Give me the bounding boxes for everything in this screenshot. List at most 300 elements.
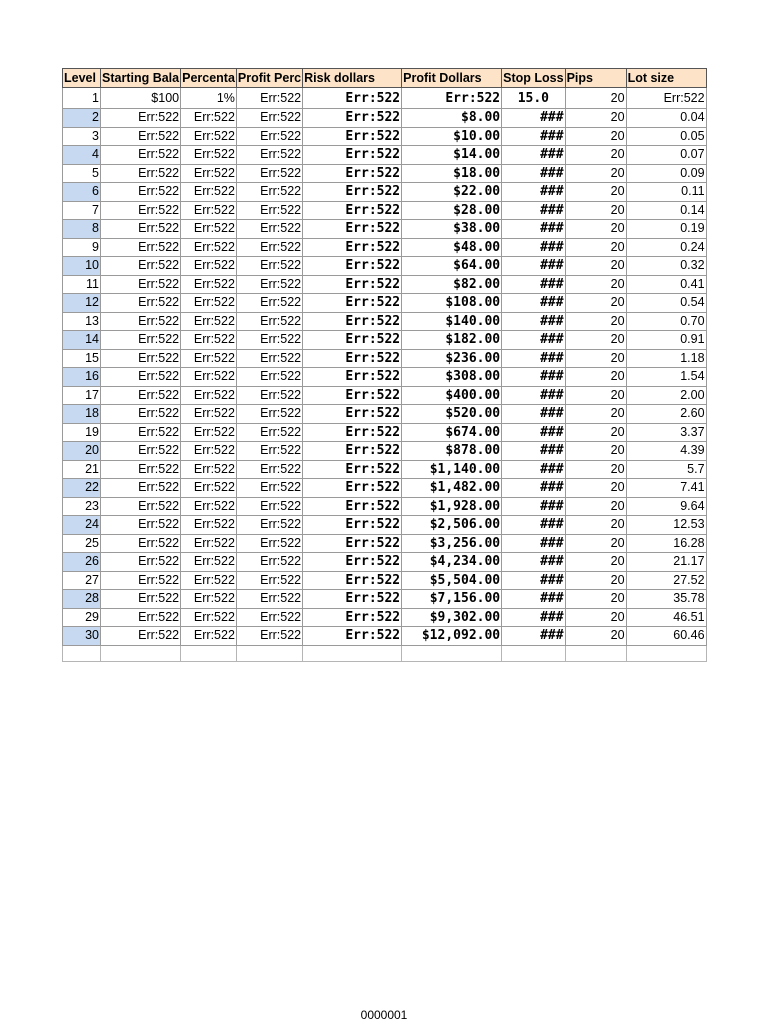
- cell-starting-balance[interactable]: Err:522: [101, 183, 181, 202]
- cell-pips[interactable]: 20: [565, 590, 626, 609]
- cell-profit-dollars[interactable]: $108.00: [402, 294, 502, 313]
- cell-profit-dollars[interactable]: $2,506.00: [402, 516, 502, 535]
- cell-level[interactable]: 6: [63, 183, 101, 202]
- cell-profit-dollars[interactable]: $140.00: [402, 312, 502, 331]
- cell-percentage[interactable]: Err:522: [181, 183, 237, 202]
- header-lot-size[interactable]: Lot size: [626, 69, 706, 88]
- cell-profit-percent[interactable]: Err:522: [236, 238, 302, 257]
- cell-lot-size[interactable]: 0.91: [626, 331, 706, 350]
- cell-lot-size[interactable]: 2.60: [626, 405, 706, 424]
- cell-pips[interactable]: 20: [565, 516, 626, 535]
- cell-profit-percent[interactable]: Err:522: [236, 275, 302, 294]
- cell-risk-dollars[interactable]: Err:522: [303, 368, 402, 387]
- cell-lot-size[interactable]: 16.28: [626, 534, 706, 553]
- cell-profit-dollars[interactable]: $3,256.00: [402, 534, 502, 553]
- cell-stop-loss[interactable]: ###: [502, 534, 565, 553]
- cell-percentage[interactable]: Err:522: [181, 294, 237, 313]
- cell-percentage[interactable]: Err:522: [181, 627, 237, 646]
- cell-pips[interactable]: 20: [565, 553, 626, 572]
- cell-level[interactable]: 24: [63, 516, 101, 535]
- cell-level[interactable]: 19: [63, 423, 101, 442]
- cell-profit-dollars[interactable]: $82.00: [402, 275, 502, 294]
- cell-level[interactable]: 23: [63, 497, 101, 516]
- cell-pips[interactable]: 20: [565, 331, 626, 350]
- cell-stop-loss[interactable]: ###: [502, 183, 565, 202]
- header-profit-percent[interactable]: Profit Perc: [236, 69, 302, 88]
- empty-cell[interactable]: [626, 645, 706, 661]
- cell-lot-size[interactable]: 46.51: [626, 608, 706, 627]
- cell-starting-balance[interactable]: Err:522: [101, 312, 181, 331]
- cell-pips[interactable]: 20: [565, 238, 626, 257]
- cell-lot-size[interactable]: 1.54: [626, 368, 706, 387]
- cell-lot-size[interactable]: 5.7: [626, 460, 706, 479]
- cell-level[interactable]: 27: [63, 571, 101, 590]
- cell-level[interactable]: 11: [63, 275, 101, 294]
- cell-starting-balance[interactable]: Err:522: [101, 349, 181, 368]
- cell-percentage[interactable]: Err:522: [181, 201, 237, 220]
- cell-starting-balance[interactable]: Err:522: [101, 479, 181, 498]
- cell-level[interactable]: 3: [63, 127, 101, 146]
- cell-level[interactable]: 13: [63, 312, 101, 331]
- cell-percentage[interactable]: Err:522: [181, 516, 237, 535]
- cell-percentage[interactable]: Err:522: [181, 275, 237, 294]
- cell-lot-size[interactable]: 35.78: [626, 590, 706, 609]
- cell-profit-percent[interactable]: Err:522: [236, 405, 302, 424]
- cell-percentage[interactable]: Err:522: [181, 460, 237, 479]
- cell-lot-size[interactable]: 12.53: [626, 516, 706, 535]
- cell-starting-balance[interactable]: Err:522: [101, 405, 181, 424]
- cell-profit-dollars[interactable]: $5,504.00: [402, 571, 502, 590]
- cell-pips[interactable]: 20: [565, 571, 626, 590]
- cell-starting-balance[interactable]: Err:522: [101, 201, 181, 220]
- cell-starting-balance[interactable]: Err:522: [101, 423, 181, 442]
- cell-starting-balance[interactable]: Err:522: [101, 368, 181, 387]
- table-row: [63, 534, 707, 553]
- cell-stop-loss[interactable]: ###: [502, 220, 565, 239]
- cell-risk-dollars[interactable]: Err:522: [303, 627, 402, 646]
- cell-percentage[interactable]: Err:522: [181, 590, 237, 609]
- cell-starting-balance[interactable]: Err:522: [101, 220, 181, 239]
- table-row: [63, 479, 707, 498]
- cell-stop-loss[interactable]: ###: [502, 553, 565, 572]
- cell-profit-percent[interactable]: Err:522: [236, 516, 302, 535]
- cell-starting-balance[interactable]: Err:522: [101, 516, 181, 535]
- cell-profit-dollars[interactable]: $7,156.00: [402, 590, 502, 609]
- cell-level[interactable]: 1: [63, 88, 101, 109]
- cell-risk-dollars[interactable]: Err:522: [303, 405, 402, 424]
- cell-lot-size[interactable]: 0.04: [626, 109, 706, 128]
- cell-risk-dollars[interactable]: Err:522: [303, 201, 402, 220]
- cell-stop-loss[interactable]: ###: [502, 349, 565, 368]
- cell-level[interactable]: 25: [63, 534, 101, 553]
- cell-lot-size[interactable]: 1.18: [626, 349, 706, 368]
- cell-profit-dollars[interactable]: $400.00: [402, 386, 502, 405]
- cell-percentage[interactable]: Err:522: [181, 109, 237, 128]
- table-row: [63, 146, 707, 165]
- cell-pips[interactable]: 20: [565, 127, 626, 146]
- cell-level[interactable]: 12: [63, 294, 101, 313]
- cell-profit-dollars[interactable]: $12,092.00: [402, 627, 502, 646]
- cell-profit-dollars[interactable]: $674.00: [402, 423, 502, 442]
- cell-pips[interactable]: 20: [565, 312, 626, 331]
- cell-stop-loss[interactable]: ###: [502, 460, 565, 479]
- cell-stop-loss[interactable]: ###: [502, 146, 565, 165]
- cell-lot-size[interactable]: 0.09: [626, 164, 706, 183]
- cell-starting-balance[interactable]: Err:522: [101, 109, 181, 128]
- cell-risk-dollars[interactable]: Err:522: [303, 608, 402, 627]
- empty-cell[interactable]: [101, 645, 181, 661]
- cell-stop-loss[interactable]: ###: [502, 127, 565, 146]
- table-body: [63, 88, 707, 662]
- cell-starting-balance[interactable]: $100: [101, 88, 181, 109]
- cell-profit-dollars[interactable]: $14.00: [402, 146, 502, 165]
- cell-starting-balance[interactable]: Err:522: [101, 146, 181, 165]
- cell-lot-size[interactable]: 0.11: [626, 183, 706, 202]
- cell-pips[interactable]: 20: [565, 608, 626, 627]
- cell-lot-size[interactable]: 21.17: [626, 553, 706, 572]
- cell-percentage[interactable]: Err:522: [181, 349, 237, 368]
- cell-profit-dollars[interactable]: Err:522: [402, 88, 502, 109]
- header-row: [63, 69, 707, 88]
- cell-percentage[interactable]: Err:522: [181, 442, 237, 461]
- cell-starting-balance[interactable]: Err:522: [101, 386, 181, 405]
- cell-risk-dollars[interactable]: Err:522: [303, 294, 402, 313]
- cell-profit-percent[interactable]: Err:522: [236, 312, 302, 331]
- cell-risk-dollars[interactable]: Err:522: [303, 590, 402, 609]
- cell-starting-balance[interactable]: Err:522: [101, 497, 181, 516]
- cell-level[interactable]: 9: [63, 238, 101, 257]
- cell-pips[interactable]: 20: [565, 442, 626, 461]
- header-risk-dollars[interactable]: Risk dollars: [303, 69, 402, 88]
- cell-risk-dollars[interactable]: Err:522: [303, 442, 402, 461]
- cell-risk-dollars[interactable]: Err:522: [303, 553, 402, 572]
- cell-percentage[interactable]: Err:522: [181, 497, 237, 516]
- table-row: [63, 627, 707, 646]
- header-starting-balance[interactable]: Starting Bala: [101, 69, 181, 88]
- cell-stop-loss[interactable]: 15.0: [502, 88, 565, 109]
- cell-starting-balance[interactable]: Err:522: [101, 534, 181, 553]
- cell-pips[interactable]: 20: [565, 405, 626, 424]
- cell-level[interactable]: 26: [63, 553, 101, 572]
- cell-profit-percent[interactable]: Err:522: [236, 590, 302, 609]
- cell-profit-dollars[interactable]: $9,302.00: [402, 608, 502, 627]
- cell-risk-dollars[interactable]: Err:522: [303, 534, 402, 553]
- empty-cell[interactable]: [236, 645, 302, 661]
- cell-pips[interactable]: 20: [565, 534, 626, 553]
- cell-lot-size[interactable]: 0.41: [626, 275, 706, 294]
- cell-pips[interactable]: 20: [565, 497, 626, 516]
- cell-risk-dollars[interactable]: Err:522: [303, 164, 402, 183]
- cell-percentage[interactable]: Err:522: [181, 405, 237, 424]
- cell-profit-percent[interactable]: Err:522: [236, 127, 302, 146]
- cell-profit-dollars[interactable]: $38.00: [402, 220, 502, 239]
- cell-pips[interactable]: 20: [565, 294, 626, 313]
- cell-pips[interactable]: 20: [565, 479, 626, 498]
- table-row: [63, 386, 707, 405]
- header-profit-dollars[interactable]: Profit Dollars: [402, 69, 502, 88]
- header-percentage[interactable]: Percenta: [181, 69, 237, 88]
- cell-starting-balance[interactable]: Err:522: [101, 164, 181, 183]
- cell-lot-size[interactable]: 60.46: [626, 627, 706, 646]
- cell-percentage[interactable]: Err:522: [181, 368, 237, 387]
- cell-starting-balance[interactable]: Err:522: [101, 571, 181, 590]
- cell-profit-percent[interactable]: Err:522: [236, 497, 302, 516]
- cell-lot-size[interactable]: 0.32: [626, 257, 706, 276]
- cell-level[interactable]: 29: [63, 608, 101, 627]
- cell-level[interactable]: 16: [63, 368, 101, 387]
- cell-percentage[interactable]: 1%: [181, 88, 237, 109]
- cell-lot-size[interactable]: 0.24: [626, 238, 706, 257]
- cell-percentage[interactable]: Err:522: [181, 553, 237, 572]
- cell-profit-dollars[interactable]: $182.00: [402, 331, 502, 350]
- cell-profit-dollars[interactable]: $22.00: [402, 183, 502, 202]
- table-row: [63, 423, 707, 442]
- cell-percentage[interactable]: Err:522: [181, 571, 237, 590]
- cell-stop-loss[interactable]: ###: [502, 627, 565, 646]
- cell-profit-percent[interactable]: Err:522: [236, 109, 302, 128]
- cell-risk-dollars[interactable]: Err:522: [303, 88, 402, 109]
- cell-profit-percent[interactable]: Err:522: [236, 220, 302, 239]
- cell-starting-balance[interactable]: Err:522: [101, 127, 181, 146]
- cell-lot-size[interactable]: 0.70: [626, 312, 706, 331]
- cell-profit-dollars[interactable]: $308.00: [402, 368, 502, 387]
- cell-starting-balance[interactable]: Err:522: [101, 294, 181, 313]
- cell-level[interactable]: 22: [63, 479, 101, 498]
- cell-risk-dollars[interactable]: Err:522: [303, 109, 402, 128]
- cell-risk-dollars[interactable]: Err:522: [303, 257, 402, 276]
- cell-pips[interactable]: 20: [565, 275, 626, 294]
- cell-profit-dollars[interactable]: $1,482.00: [402, 479, 502, 498]
- cell-level[interactable]: 7: [63, 201, 101, 220]
- cell-starting-balance[interactable]: Err:522: [101, 442, 181, 461]
- cell-stop-loss[interactable]: ###: [502, 368, 565, 387]
- cell-profit-dollars[interactable]: $10.00: [402, 127, 502, 146]
- cell-profit-dollars[interactable]: $1,928.00: [402, 497, 502, 516]
- cell-lot-size[interactable]: 0.07: [626, 146, 706, 165]
- cell-profit-percent[interactable]: Err:522: [236, 294, 302, 313]
- cell-risk-dollars[interactable]: Err:522: [303, 146, 402, 165]
- cell-percentage[interactable]: Err:522: [181, 127, 237, 146]
- cell-profit-percent[interactable]: Err:522: [236, 349, 302, 368]
- cell-profit-percent[interactable]: Err:522: [236, 460, 302, 479]
- cell-pips[interactable]: 20: [565, 627, 626, 646]
- cell-percentage[interactable]: Err:522: [181, 257, 237, 276]
- table-row: [63, 164, 707, 183]
- cell-profit-percent[interactable]: Err:522: [236, 442, 302, 461]
- cell-level[interactable]: 21: [63, 460, 101, 479]
- cell-profit-dollars[interactable]: $1,140.00: [402, 460, 502, 479]
- cell-starting-balance[interactable]: Err:522: [101, 590, 181, 609]
- cell-profit-dollars[interactable]: $878.00: [402, 442, 502, 461]
- cell-pips[interactable]: 20: [565, 423, 626, 442]
- cell-level[interactable]: 20: [63, 442, 101, 461]
- cell-percentage[interactable]: Err:522: [181, 331, 237, 350]
- header-level[interactable]: Level: [63, 69, 101, 88]
- cell-stop-loss[interactable]: ###: [502, 608, 565, 627]
- cell-profit-dollars[interactable]: $28.00: [402, 201, 502, 220]
- cell-profit-percent[interactable]: Err:522: [236, 368, 302, 387]
- cell-pips[interactable]: 20: [565, 88, 626, 109]
- cell-risk-dollars[interactable]: Err:522: [303, 349, 402, 368]
- empty-cell[interactable]: [63, 645, 101, 661]
- cell-risk-dollars[interactable]: Err:522: [303, 386, 402, 405]
- empty-cell[interactable]: [402, 645, 502, 661]
- cell-risk-dollars[interactable]: Err:522: [303, 571, 402, 590]
- cell-level[interactable]: 8: [63, 220, 101, 239]
- empty-cell[interactable]: [181, 645, 237, 661]
- cell-percentage[interactable]: Err:522: [181, 146, 237, 165]
- cell-risk-dollars[interactable]: Err:522: [303, 312, 402, 331]
- cell-lot-size[interactable]: Err:522: [626, 88, 706, 109]
- cell-profit-percent[interactable]: Err:522: [236, 386, 302, 405]
- cell-percentage[interactable]: Err:522: [181, 312, 237, 331]
- cell-profit-percent[interactable]: Err:522: [236, 479, 302, 498]
- cell-lot-size[interactable]: 9.64: [626, 497, 706, 516]
- cell-risk-dollars[interactable]: Err:522: [303, 479, 402, 498]
- cell-stop-loss[interactable]: ###: [502, 257, 565, 276]
- cell-pips[interactable]: 20: [565, 460, 626, 479]
- cell-stop-loss[interactable]: ###: [502, 442, 565, 461]
- header-stop-loss[interactable]: Stop Loss: [502, 69, 565, 88]
- cell-profit-percent[interactable]: Err:522: [236, 423, 302, 442]
- cell-stop-loss[interactable]: ###: [502, 386, 565, 405]
- cell-stop-loss[interactable]: ###: [502, 590, 565, 609]
- cell-starting-balance[interactable]: Err:522: [101, 627, 181, 646]
- cell-risk-dollars[interactable]: Err:522: [303, 220, 402, 239]
- cell-percentage[interactable]: Err:522: [181, 423, 237, 442]
- cell-starting-balance[interactable]: Err:522: [101, 238, 181, 257]
- cell-stop-loss[interactable]: ###: [502, 497, 565, 516]
- cell-risk-dollars[interactable]: Err:522: [303, 460, 402, 479]
- cell-level[interactable]: 14: [63, 331, 101, 350]
- cell-level[interactable]: 30: [63, 627, 101, 646]
- cell-lot-size[interactable]: 7.41: [626, 479, 706, 498]
- cell-stop-loss[interactable]: ###: [502, 312, 565, 331]
- cell-profit-percent[interactable]: Err:522: [236, 534, 302, 553]
- cell-profit-percent[interactable]: Err:522: [236, 571, 302, 590]
- cell-percentage[interactable]: Err:522: [181, 164, 237, 183]
- cell-profit-percent[interactable]: Err:522: [236, 627, 302, 646]
- cell-stop-loss[interactable]: ###: [502, 405, 565, 424]
- cell-pips[interactable]: 20: [565, 201, 626, 220]
- cell-starting-balance[interactable]: Err:522: [101, 553, 181, 572]
- cell-level[interactable]: 17: [63, 386, 101, 405]
- cell-level[interactable]: 28: [63, 590, 101, 609]
- empty-cell[interactable]: [565, 645, 626, 661]
- cell-risk-dollars[interactable]: Err:522: [303, 275, 402, 294]
- cell-profit-percent[interactable]: Err:522: [236, 183, 302, 202]
- table-row: [63, 220, 707, 239]
- cell-pips[interactable]: 20: [565, 183, 626, 202]
- cell-profit-dollars[interactable]: $520.00: [402, 405, 502, 424]
- cell-stop-loss[interactable]: ###: [502, 331, 565, 350]
- cell-level[interactable]: 2: [63, 109, 101, 128]
- cell-profit-percent[interactable]: Err:522: [236, 257, 302, 276]
- cell-profit-dollars[interactable]: $236.00: [402, 349, 502, 368]
- cell-percentage[interactable]: Err:522: [181, 479, 237, 498]
- cell-profit-percent[interactable]: Err:522: [236, 331, 302, 350]
- cell-risk-dollars[interactable]: Err:522: [303, 238, 402, 257]
- cell-percentage[interactable]: Err:522: [181, 608, 237, 627]
- cell-lot-size[interactable]: 3.37: [626, 423, 706, 442]
- cell-starting-balance[interactable]: Err:522: [101, 608, 181, 627]
- cell-stop-loss[interactable]: ###: [502, 571, 565, 590]
- cell-pips[interactable]: 20: [565, 220, 626, 239]
- cell-risk-dollars[interactable]: Err:522: [303, 331, 402, 350]
- cell-pips[interactable]: 20: [565, 349, 626, 368]
- cell-starting-balance[interactable]: Err:522: [101, 331, 181, 350]
- cell-lot-size[interactable]: 4.39: [626, 442, 706, 461]
- cell-pips[interactable]: 20: [565, 368, 626, 387]
- cell-profit-percent[interactable]: Err:522: [236, 88, 302, 109]
- cell-risk-dollars[interactable]: Err:522: [303, 127, 402, 146]
- table-row: [63, 257, 707, 276]
- cell-profit-percent[interactable]: Err:522: [236, 201, 302, 220]
- empty-cell[interactable]: [303, 645, 402, 661]
- cell-risk-dollars[interactable]: Err:522: [303, 516, 402, 535]
- cell-pips[interactable]: 20: [565, 386, 626, 405]
- cell-lot-size[interactable]: 0.05: [626, 127, 706, 146]
- cell-starting-balance[interactable]: Err:522: [101, 257, 181, 276]
- table-row: [63, 571, 707, 590]
- cell-percentage[interactable]: Err:522: [181, 534, 237, 553]
- cell-lot-size[interactable]: 0.54: [626, 294, 706, 313]
- cell-stop-loss[interactable]: ###: [502, 516, 565, 535]
- cell-lot-size[interactable]: 0.19: [626, 220, 706, 239]
- empty-cell[interactable]: [502, 645, 565, 661]
- cell-lot-size[interactable]: 27.52: [626, 571, 706, 590]
- cell-level[interactable]: 18: [63, 405, 101, 424]
- cell-level[interactable]: 10: [63, 257, 101, 276]
- cell-percentage[interactable]: Err:522: [181, 220, 237, 239]
- cell-stop-loss[interactable]: ###: [502, 201, 565, 220]
- cell-lot-size[interactable]: 0.14: [626, 201, 706, 220]
- cell-stop-loss[interactable]: ###: [502, 238, 565, 257]
- cell-profit-dollars[interactable]: $4,234.00: [402, 553, 502, 572]
- cell-profit-percent[interactable]: Err:522: [236, 164, 302, 183]
- cell-stop-loss[interactable]: ###: [502, 294, 565, 313]
- cell-stop-loss[interactable]: ###: [502, 275, 565, 294]
- cell-profit-dollars[interactable]: $18.00: [402, 164, 502, 183]
- cell-risk-dollars[interactable]: Err:522: [303, 497, 402, 516]
- header-pips[interactable]: Pips: [565, 69, 626, 88]
- cell-stop-loss[interactable]: ###: [502, 109, 565, 128]
- cell-risk-dollars[interactable]: Err:522: [303, 423, 402, 442]
- cell-profit-percent[interactable]: Err:522: [236, 553, 302, 572]
- cell-pips[interactable]: 20: [565, 146, 626, 165]
- cell-level[interactable]: 15: [63, 349, 101, 368]
- cell-pips[interactable]: 20: [565, 164, 626, 183]
- cell-stop-loss[interactable]: ###: [502, 479, 565, 498]
- cell-starting-balance[interactable]: Err:522: [101, 460, 181, 479]
- cell-profit-dollars[interactable]: $48.00: [402, 238, 502, 257]
- cell-profit-percent[interactable]: Err:522: [236, 608, 302, 627]
- cell-pips[interactable]: 20: [565, 109, 626, 128]
- cell-risk-dollars[interactable]: Err:522: [303, 183, 402, 202]
- cell-percentage[interactable]: Err:522: [181, 238, 237, 257]
- cell-stop-loss[interactable]: ###: [502, 423, 565, 442]
- cell-profit-dollars[interactable]: $64.00: [402, 257, 502, 276]
- cell-profit-dollars[interactable]: $8.00: [402, 109, 502, 128]
- cell-pips[interactable]: 20: [565, 257, 626, 276]
- cell-level[interactable]: 4: [63, 146, 101, 165]
- cell-level[interactable]: 5: [63, 164, 101, 183]
- cell-starting-balance[interactable]: Err:522: [101, 275, 181, 294]
- cell-percentage[interactable]: Err:522: [181, 386, 237, 405]
- cell-profit-percent[interactable]: Err:522: [236, 146, 302, 165]
- cell-stop-loss[interactable]: ###: [502, 164, 565, 183]
- cell-lot-size[interactable]: 2.00: [626, 386, 706, 405]
